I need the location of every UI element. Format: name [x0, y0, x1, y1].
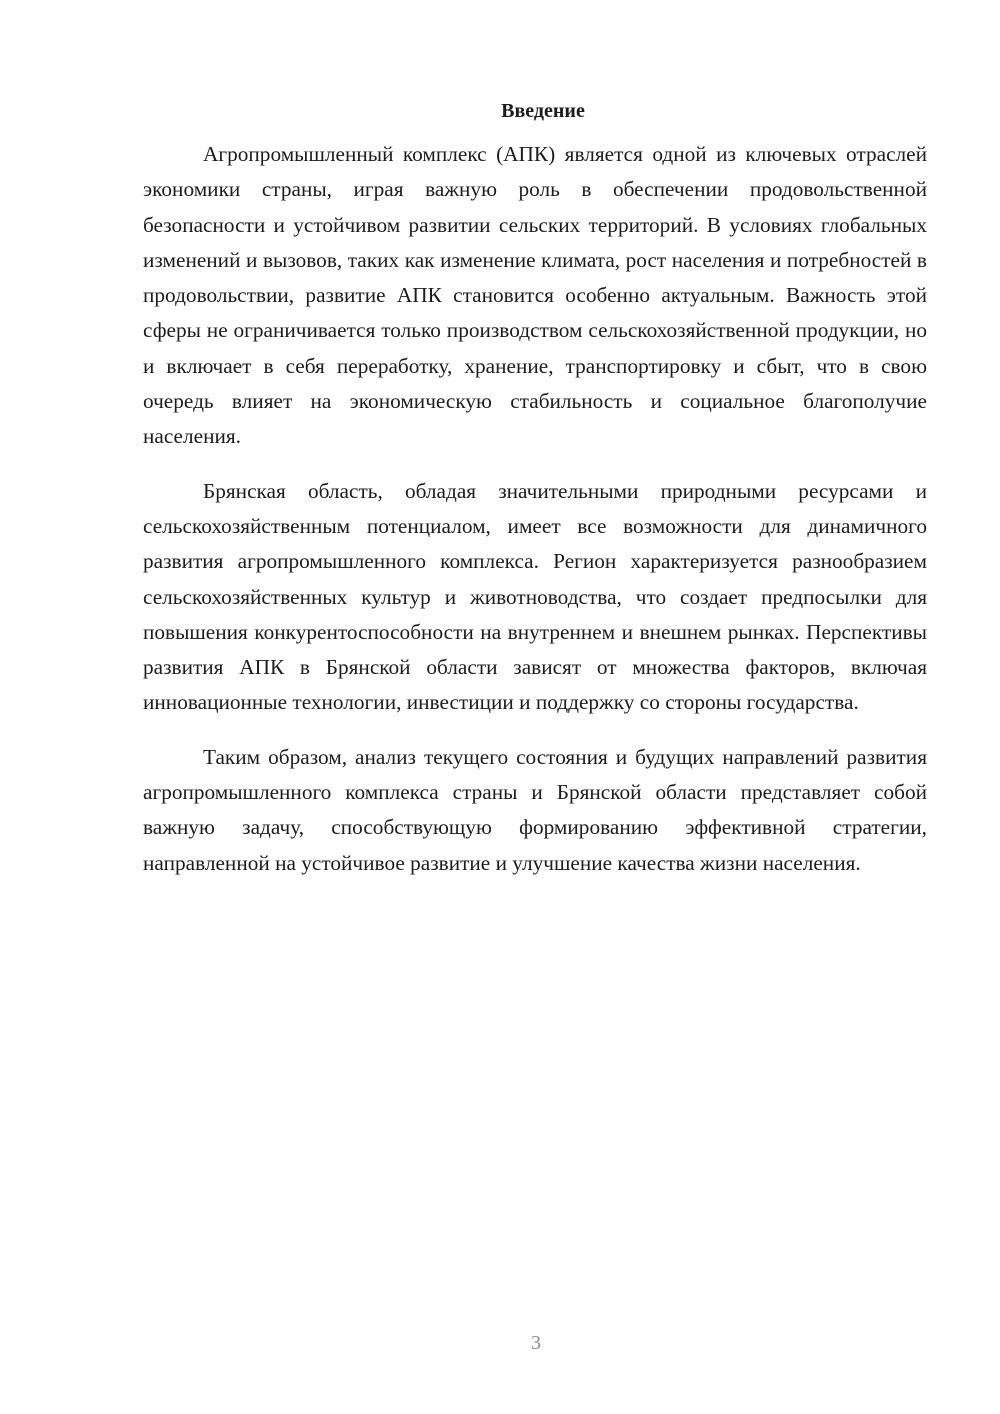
document-body	[143, 93, 927, 881]
paragraph-2: Брянская область, обладая значительными природными ресурсами и сельскохозяйственным потенциалом, имеет все возможности для динамичного развития агропромышленного комплекса. Регион характеризуется разнообразием сельскохозяйственных культур и животноводства, что создает предпосылки для повышения конкурентоспособности на внутреннем и внешнем рынках. Перспективы развития АПК в Брянской области зависят от множества факторов, включая инновационные технологии, инвестиции и поддержку со стороны государства.	[143, 478, 927, 715]
section-title: Введение	[501, 100, 585, 122]
paragraph-1: Агропромышленный комплекс (АПК) является одной из ключевых отраслей экономики страны, играя важную роль в обеспечении продовольственной безопасности и устойчивом развитии сельских территорий. В условиях глобальных изменений и вызовов, таких как изменение климата, рост населения и потребностей в продовольствии, развитие АПК становится особенно актуальным. Важность этой сферы не ограничивается только производством сельскохозяйственной продукции, но и включает в себя переработку, хранение, транспортировку и сбыт, что в свою очередь влияет на экономическую стабильность и социальное благополучие населения.	[143, 142, 927, 449]
page-number: 3	[531, 1332, 541, 1354]
paragraph-3: Таким образом, анализ текущего состояния и будущих направлений развития агропромышленного комплекса страны и Брянской области представляет собой важную задачу, способствующую формированию эффективной стратегии, направленной на устойчивое развитие и улучшение качества жизни населения.	[143, 744, 927, 875]
